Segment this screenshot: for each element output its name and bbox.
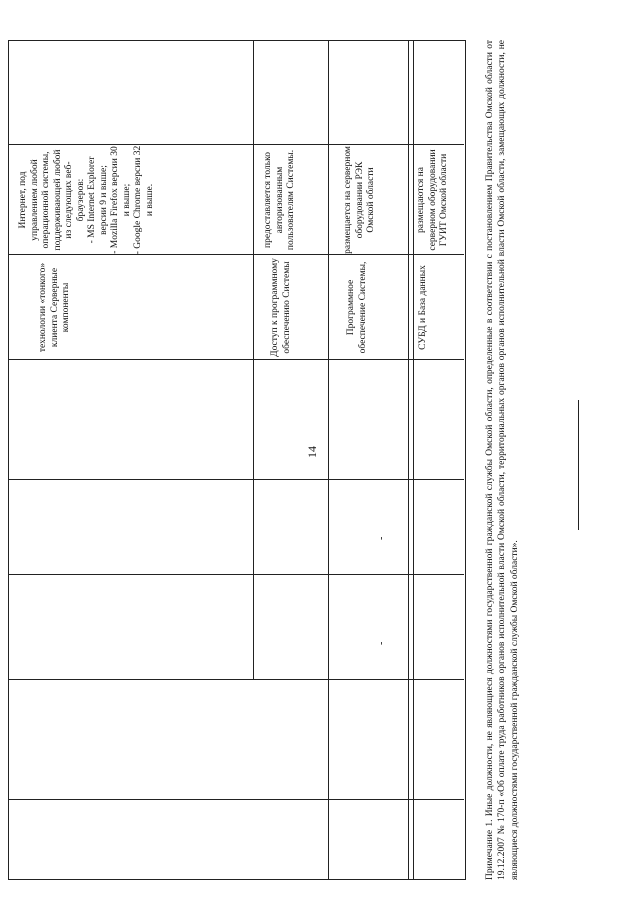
dash-mark: - [376, 641, 387, 645]
footnote-text: Примечание 1. Иные должности, не являющиеся должностями государственной гражданской службы Омской области, определенные в соответствии с постановлением Правительства Омской области от 19.12.2007 № 170-п «Об оплате труда работников органов исполнительной власти Омской области, территориальных органов органов исполнительной власти Омской области, замещающих должности, не являющиеся должностями государственной гражданской службы Омской области». [485, 40, 520, 880]
cell-requirements-1: Интернет, под управлением любой операционной системы, поддерживающей любой из следующих веб-браузеров: - MS Internet Explorer версии 9 и выше; - Mozilla Firefox версии 30 и выше; - Google Chrome версии 32 и выше. [18, 145, 155, 255]
cell-component-1: технологии «тонкого» клиента Серверные компоненты [38, 262, 71, 353]
row-line [408, 40, 409, 880]
col-line [8, 799, 464, 800]
cell-component-2: Доступ к программному обеспечению Системы [270, 258, 292, 357]
rotated-sheet [8, 40, 520, 880]
separator-line [578, 400, 579, 530]
cell-requirements-3: размещается на серверном оборудовании РЭК Омской области [343, 146, 376, 254]
dash-mark: - [376, 536, 387, 540]
requirements-table [8, 40, 478, 880]
col-line [8, 359, 464, 360]
col-line [8, 679, 464, 680]
row-line [413, 40, 414, 880]
page-number: 14 [305, 446, 319, 458]
row-line [253, 40, 254, 680]
row-line [328, 40, 329, 880]
cell-requirements-4: размещаются на серверном оборудовании ГУИТ Омской области [416, 149, 449, 251]
cell-component-4: СУБД и База данных [418, 265, 428, 350]
col-line [8, 479, 464, 480]
col-line [8, 574, 464, 575]
cell-requirements-2: предоставляется только авторизованным пользователям Системы. [263, 149, 296, 251]
cell-component-3: Программное обеспечение Системы, [346, 261, 368, 354]
